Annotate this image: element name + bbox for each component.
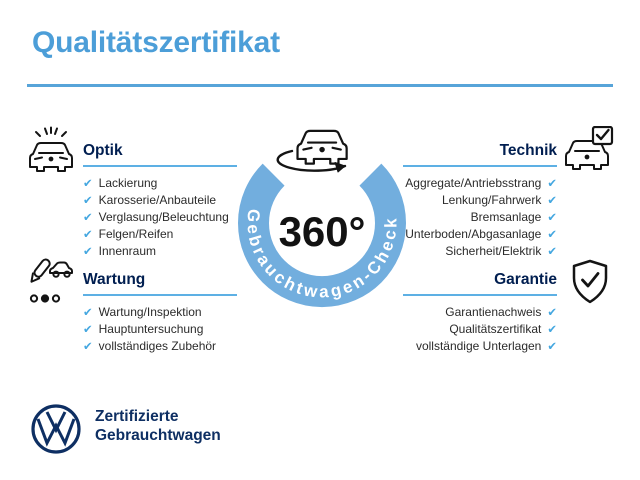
vw-logo (30, 403, 82, 455)
list-item (403, 226, 557, 243)
list-item-label: Innenraum (98, 244, 157, 258)
check-icon: ✔ (547, 244, 557, 258)
check-icon: ✔ (547, 176, 557, 190)
list-item (403, 209, 557, 226)
section-technik-title: Technik (499, 142, 557, 159)
list-item-label: Qualitätszertifikat (449, 322, 542, 336)
list-item-label: Lackierung (98, 176, 158, 190)
list-item-label: vollständige Unterlagen (415, 339, 542, 353)
car-check-icon (562, 126, 614, 174)
service-checklist-icon (27, 257, 73, 305)
brand-line1: Zertifizierte (95, 408, 179, 425)
check-icon: ✔ (83, 227, 93, 241)
list-item-label: Lenkung/Fahrwerk (441, 193, 542, 207)
list-item (83, 243, 237, 260)
section-garantie-title: Garantie (494, 271, 557, 288)
check-icon: ✔ (547, 322, 557, 336)
list-item (83, 226, 237, 243)
section-optik (83, 141, 237, 260)
list-item-label: Verglasung/Beleuchtung (98, 210, 229, 224)
check-icon: ✔ (547, 227, 557, 241)
check-icon: ✔ (83, 193, 93, 207)
section-wartung-rule (83, 294, 237, 296)
car-front-shine-icon (26, 126, 76, 176)
section-garantie (403, 270, 557, 355)
section-garantie-list (403, 304, 557, 355)
section-optik-title: Optik (83, 142, 123, 159)
check-icon: ✔ (83, 244, 93, 258)
check-icon: ✔ (547, 210, 557, 224)
section-optik-list (83, 175, 237, 260)
list-item (83, 338, 237, 355)
list-item (403, 304, 557, 321)
check-icon: ✔ (83, 339, 93, 353)
page-title: Qualitätszertifikat (32, 26, 280, 59)
list-item (403, 192, 557, 209)
list-item (403, 338, 557, 355)
check-icon: ✔ (547, 305, 557, 319)
list-item-label: Wartung/Inspektion (98, 305, 202, 319)
check-icon: ✔ (83, 176, 93, 190)
section-technik-list (403, 175, 557, 260)
section-wartung-title: Wartung (83, 271, 146, 288)
list-item-label: Unterboden/Abgasanlage (405, 227, 542, 241)
list-item (83, 321, 237, 338)
shield-check-icon (570, 259, 610, 305)
list-item (403, 321, 557, 338)
check-icon: ✔ (83, 305, 93, 319)
list-item-label: Hauptuntersuchung (98, 322, 204, 336)
badge-degrees: 360° (278, 208, 366, 255)
list-item-label: Felgen/Reifen (98, 227, 174, 241)
section-technik-rule (403, 165, 557, 167)
section-technik (403, 141, 557, 260)
section-garantie-rule (403, 294, 557, 296)
brand-line2: Gebrauchtwagen (95, 427, 221, 444)
list-item-label: Aggregate/Antriebsstrang (405, 176, 542, 190)
list-item (83, 192, 237, 209)
list-item-label: Karosserie/Anbauteile (98, 193, 217, 207)
check-icon: ✔ (83, 322, 93, 336)
check-icon: ✔ (83, 210, 93, 224)
badge-ring-label: Gebrauchtwagen-Check (243, 208, 401, 302)
list-item-label: Bremsanlage (470, 210, 542, 224)
list-item-label: Garantienachweis (445, 305, 542, 319)
list-item-label: Sicherheit/Elektrik (445, 244, 542, 258)
list-item (403, 243, 557, 260)
list-item (403, 175, 557, 192)
title-divider (27, 84, 613, 87)
section-wartung (83, 270, 237, 355)
check-icon: ✔ (547, 339, 557, 353)
list-item (83, 209, 237, 226)
section-wartung-list (83, 304, 237, 355)
car-rotation-icon (278, 131, 347, 172)
check-icon: ✔ (547, 193, 557, 207)
list-item (83, 304, 237, 321)
list-item (83, 175, 237, 192)
brand-wordmark (95, 407, 221, 445)
list-item-label: vollständiges Zubehör (98, 339, 217, 353)
section-optik-rule (83, 165, 237, 167)
badge-360-check (228, 123, 418, 313)
